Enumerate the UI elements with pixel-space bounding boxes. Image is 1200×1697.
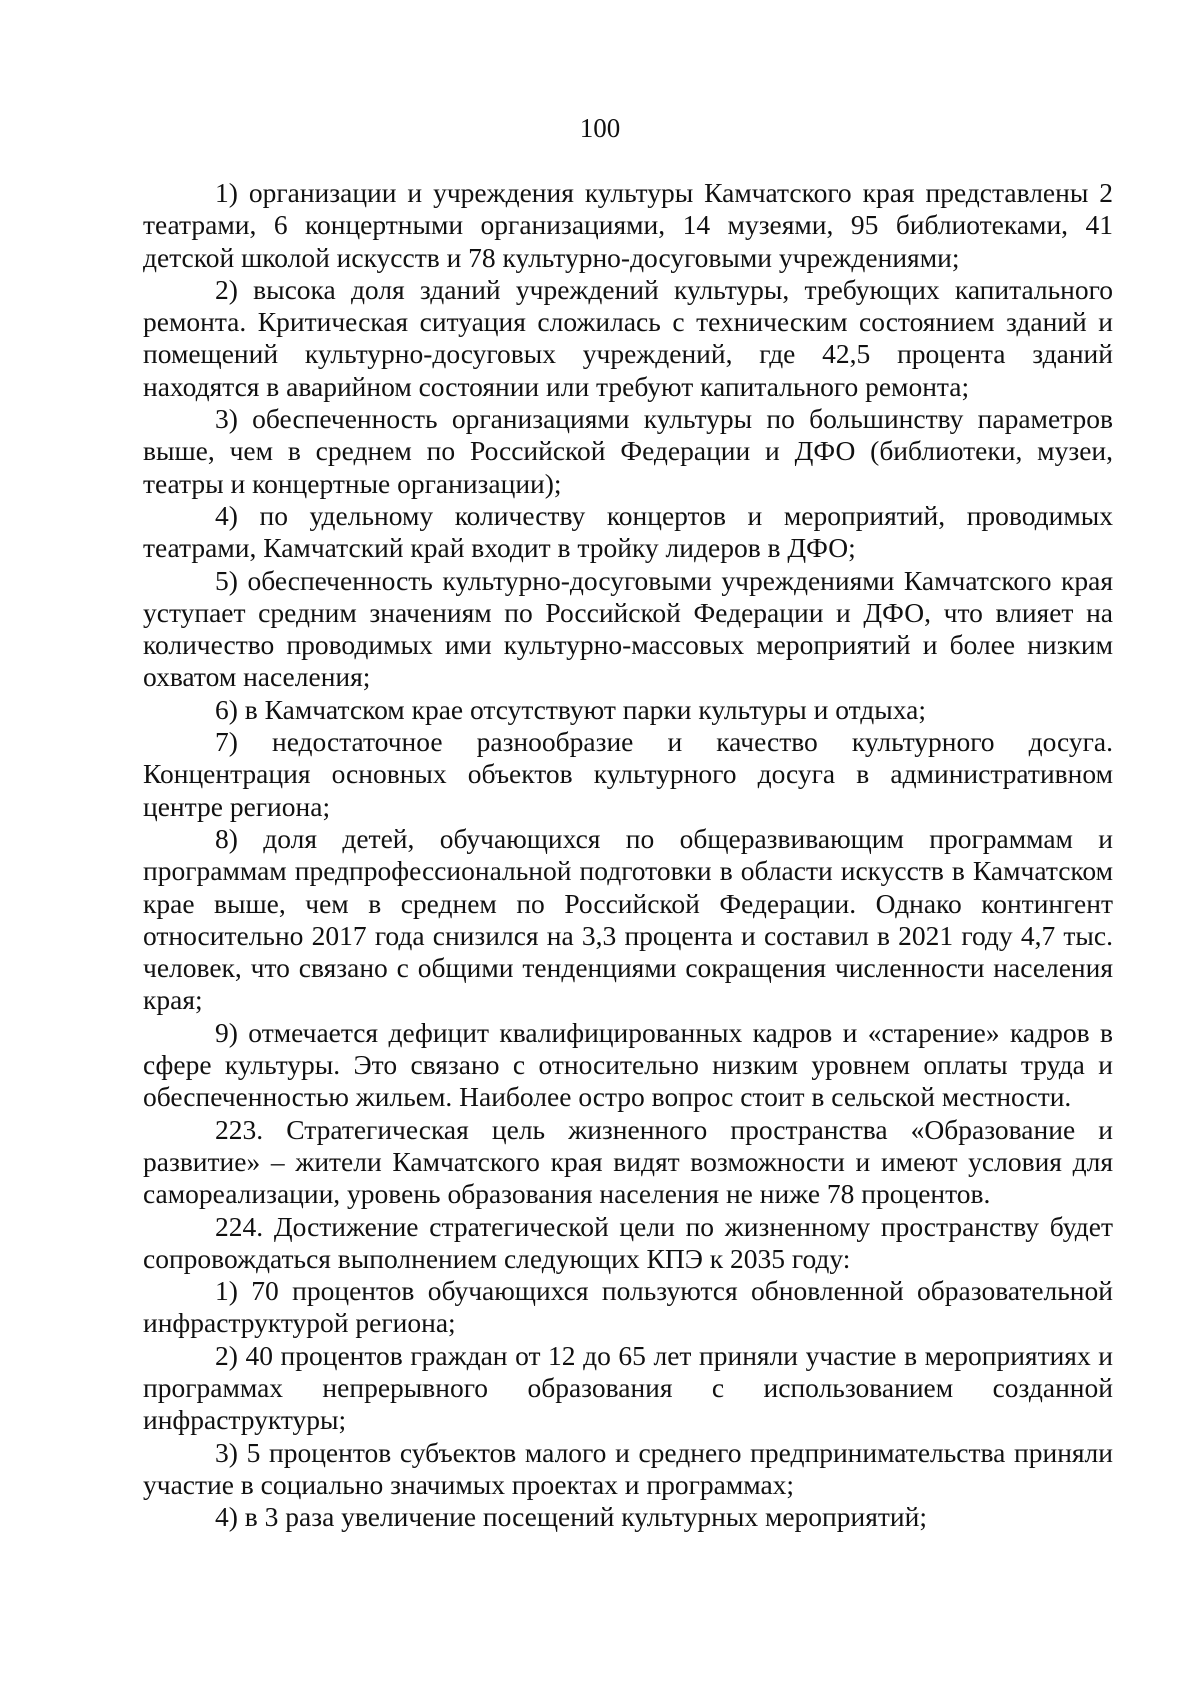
paragraph-item-9: 9) отмечается дефицит квалифицированных кадров и «старение» кадров в сфере культуры. Это связано с относительно низким уровнем оплаты труда и обеспеченностью жильем. Наиболее остро вопрос стоит в сельской местности. xyxy=(143,1016,1113,1113)
page-number: 100 xyxy=(579,113,621,143)
paragraph-224: 224. Достижение стратегической цели по жизненному пространству будет сопровождаться выполнением следующих КПЭ к 2035 году: xyxy=(143,1210,1113,1274)
paragraph-item-1: 1) организации и учреждения культуры Камчатского края представлены 2 театрами, 6 концертными организациями, 14 музеями, 95 библиотеками, 41 детской школой искусств и 78 культурно-досуговыми учреждениями; xyxy=(143,177,1113,273)
kpi-item-1: 1) 70 процентов обучающихся пользуются обновленной образовательной инфраструктурой региона; xyxy=(143,1275,1113,1339)
paragraph-item-8: 8) доля детей, обучающихся по общеразвивающим программам и программам предпрофессиональной подготовки в области искусств в Камчатском крае выше, чем в среднем по Российской Федерации. Однако контингент относительно 2017 года снизился на 3,3 процента и составил в 2021 году 4,7 тыс. человек, что связано с общими тенденциями сокращения численности населения края; xyxy=(143,822,1113,1016)
paragraph-item-6: 6) в Камчатском крае отсутствуют парки культуры и отдыха; xyxy=(215,693,926,725)
paragraph-item-5: 5) обеспеченность культурно-досуговыми учреждениями Камчатского края уступает средним значениям по Российской Федерации и ДФО, что влияет на количество проводимых ими культурно-массовых мероприятий и более низким охватом населения; xyxy=(143,564,1113,693)
paragraph-223: 223. Стратегическая цель жизненного пространства «Образование и развитие» – жители Камчатского края видят возможности и имеют условия для самореализации, уровень образования населения не ниже 78 процентов. xyxy=(143,1113,1113,1210)
paragraph-item-3: 3) обеспеченность организациями культуры по большинству параметров выше, чем в среднем по Российской Федерации и ДФО (библиотеки, музеи, театры и концертные организации); xyxy=(143,403,1113,499)
paragraph-item-7: 7) недостаточное разнообразие и качество культурного досуга. Концентрация основных объектов культурного досуга в административном центре региона; xyxy=(143,726,1113,822)
kpi-item-2: 2) 40 процентов граждан от 12 до 65 лет приняли участие в мероприятиях и программах непрерывного образования с использованием созданной инфраструктуры; xyxy=(143,1339,1113,1436)
paragraph-item-4: 4) по удельному количеству концертов и мероприятий, проводимых театрами, Камчатский край входит в тройку лидеров в ДФО; xyxy=(143,499,1113,564)
kpi-item-4: 4) в 3 раза увеличение посещений культурных мероприятий; xyxy=(215,1501,927,1533)
kpi-item-3: 3) 5 процентов субъектов малого и среднего предпринимательства приняли участие в социально значимых проектах и программах; xyxy=(143,1436,1113,1500)
document-body xyxy=(143,177,1113,1533)
paragraph-item-2: 2) высока доля зданий учреждений культуры, требующих капитального ремонта. Критическая ситуация сложилась с техническим состоянием зданий и помещений культурно-досуговых учреждений, где 42,5 процента зданий находятся в аварийном состоянии или требуют капитального ремонта; xyxy=(143,273,1113,402)
